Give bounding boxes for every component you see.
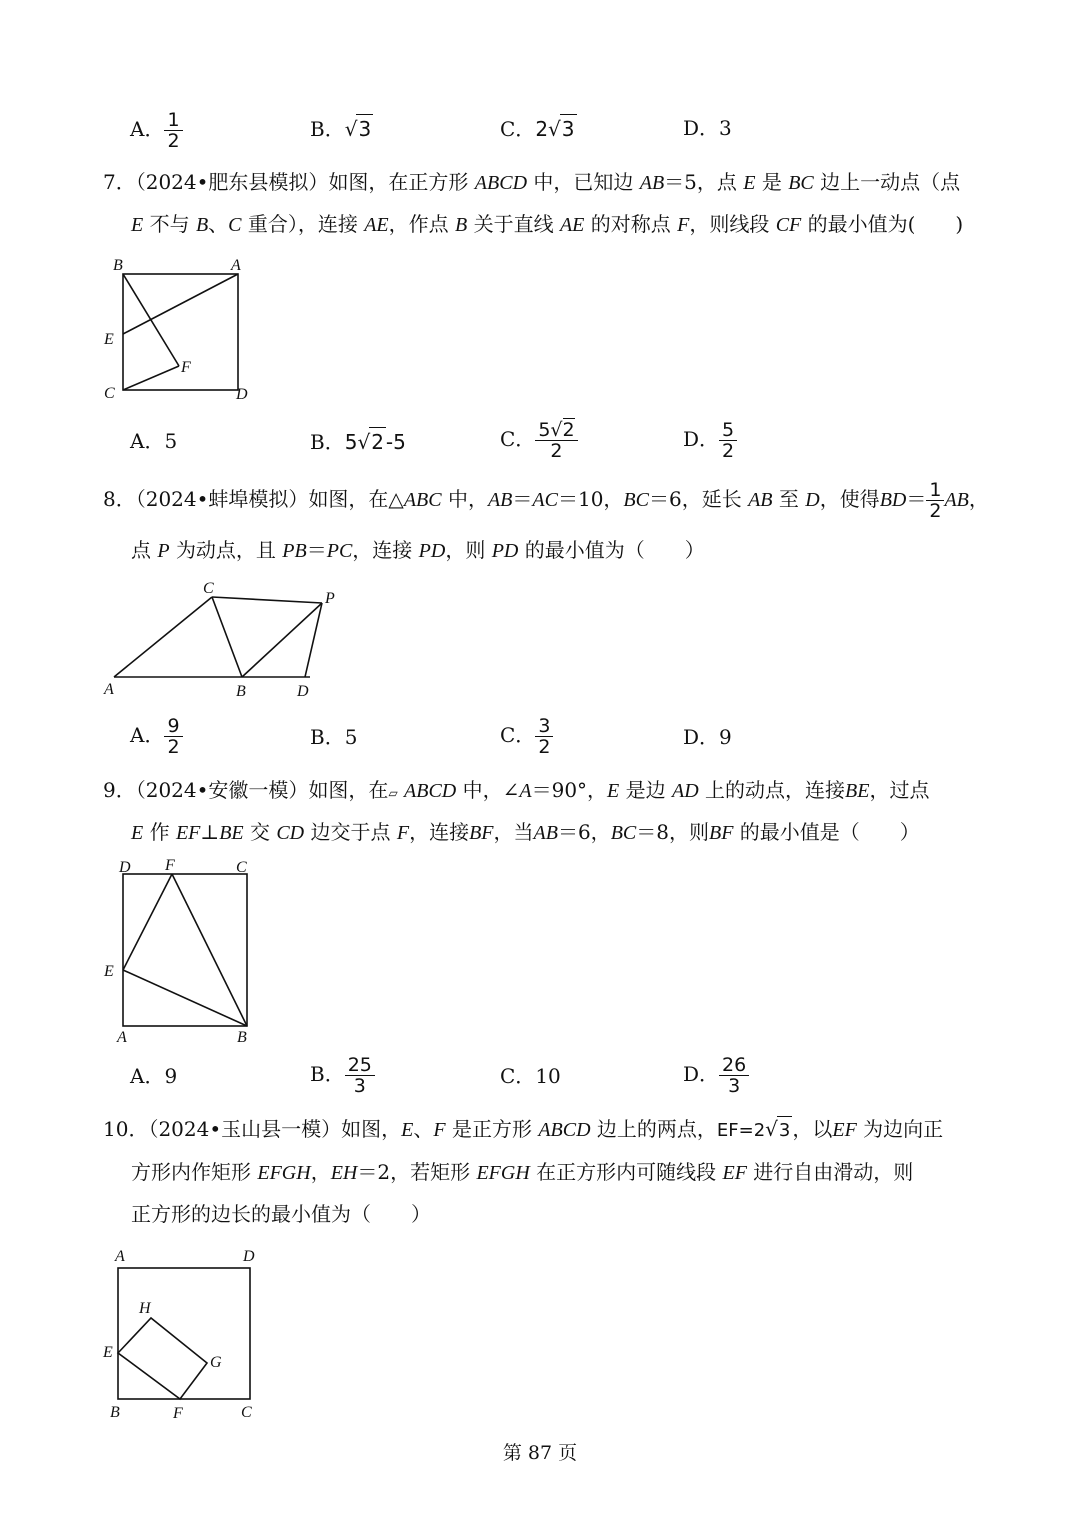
q10-line-1: 10．（2024•玉山县一模）如图，E、F 是正方形 ABCD 边上的两点，EF=2√3 ，以EF 为边向正 [103,1115,943,1145]
q10-rectangle-efgh [118,1318,207,1399]
q10-line-3: 正方形的边长的最小值为（ ） [131,1202,431,1226]
q7-option-b: B．5√2 -5 [310,427,406,456]
q9-option-c: C．10 [500,1064,561,1088]
page-number: 87 [527,1442,553,1464]
q8-option-b: B．5 [310,725,358,749]
q7-label-d: D [236,386,248,403]
q7-label-e: E [104,331,114,348]
q9-segment-fb [172,874,247,1026]
q8-label-p: P [325,590,335,607]
q7-option-c: C． $\frac{5√2}{2}$ [500,420,578,461]
q10-square [118,1268,250,1399]
q9-option-b: B． $\frac{25}{3}$ [310,1055,375,1096]
q6-option-c: C．2√3 [500,114,577,143]
page-footer: 第 87 页 [502,1442,578,1464]
q10-label-h: H [139,1300,151,1317]
q9-segment-eb [123,970,247,1026]
q9-label-c: C [236,859,247,876]
q7-label-b: B [113,257,123,274]
q9-label-b: B [237,1029,247,1046]
q8-option-d: D．9 [683,725,732,749]
q8-segment-pd [305,603,322,677]
q7-label-c: C [104,385,115,402]
q8-label-d: D [297,683,309,700]
q7-segment-cf [123,366,179,390]
q9-line-2: E 作 EF⊥BE 交 CD 边交于点 F，连接BF，当AB＝6，BC＝8，则BF 的最小值是（ ） [131,820,920,844]
q10-label-e: E [103,1344,113,1361]
q9-label-d: D [119,859,131,876]
q7-segment-bf [123,274,179,366]
q9-figure [95,852,265,1052]
q10-figure [95,1243,265,1428]
q7-line-1: 7．（2024•肥东县模拟）如图，在正方形 ABCD 中，已知边 AB＝5，点 E 是 BC 边上一动点（点 [103,170,961,194]
q6-option-d: D．3 [683,116,732,140]
q7-line-2: E 不与 B、C 重合），连接 AE，作点 B 关于直线 AE 的对称点 F，则线段 CF 的最小值为( ) [131,212,964,236]
q8-segment-cp [212,597,322,603]
q6-option-a: A． $\frac{1}{2}$ [130,110,183,151]
q6-option-b: B．√3 [310,114,373,143]
q10-label-d: D [243,1248,255,1265]
q9-label-a: A [117,1029,127,1046]
q10-line-2: 方形内作矩形 EFGH，EH＝2，若矩形 EFGH 在正方形内可随线段 EF 进行自由滑动，则 [131,1160,914,1184]
q8-label-c: C [203,580,214,597]
q8-label-b: B [236,683,246,700]
q10-label-g: G [210,1354,222,1371]
q7-figure [95,250,265,410]
q8-line-2: 点 P 为动点，且 PB＝PC，连接 PD，则 PD 的最小值为（ ） [131,538,705,562]
q7-label-a: A [231,257,241,274]
q8-label-a: A [104,681,114,698]
q10-label-a: A [115,1248,125,1265]
q8-option-a: A． $\frac{9}{2}$ [130,716,183,757]
q10-label-c: C [241,1404,252,1421]
q8-option-c: C． $\frac{3}{2}$ [500,716,553,757]
q7-option-d: D． $\frac{5}{2}$ [683,420,737,461]
q7-label-f: F [181,359,191,376]
q8-line-1: 8．（2024•蚌埠模拟）如图，在△ABC 中，AB＝AC＝10，BC＝6，延长 AB 至 D，使得BD＝ $\frac{1}{2}$ AB， [103,479,989,522]
q7-segment-ae [123,274,238,334]
q8-segment-cb [212,597,242,677]
q7-option-a: A．5 [130,429,178,453]
q9-label-f: F [165,857,175,874]
q10-label-b: B [110,1404,120,1421]
q8-segment-bp [242,603,322,677]
q9-segment-fe [123,874,172,970]
q9-line-1: 9．（2024•安徽一模）如图，在▱ ABCD 中，∠A＝90°，E 是边 AD 上的动点，连接BE，过点 [103,778,930,802]
q8-figure [100,575,350,705]
q10-label-f: F [173,1405,183,1422]
q9-option-d: D． $\frac{26}{3}$ [683,1055,749,1096]
q9-option-a: A．9 [130,1064,178,1088]
q8-segment-ac [114,597,212,677]
q9-label-e: E [104,963,114,980]
q9-rectangle [123,874,247,1026]
